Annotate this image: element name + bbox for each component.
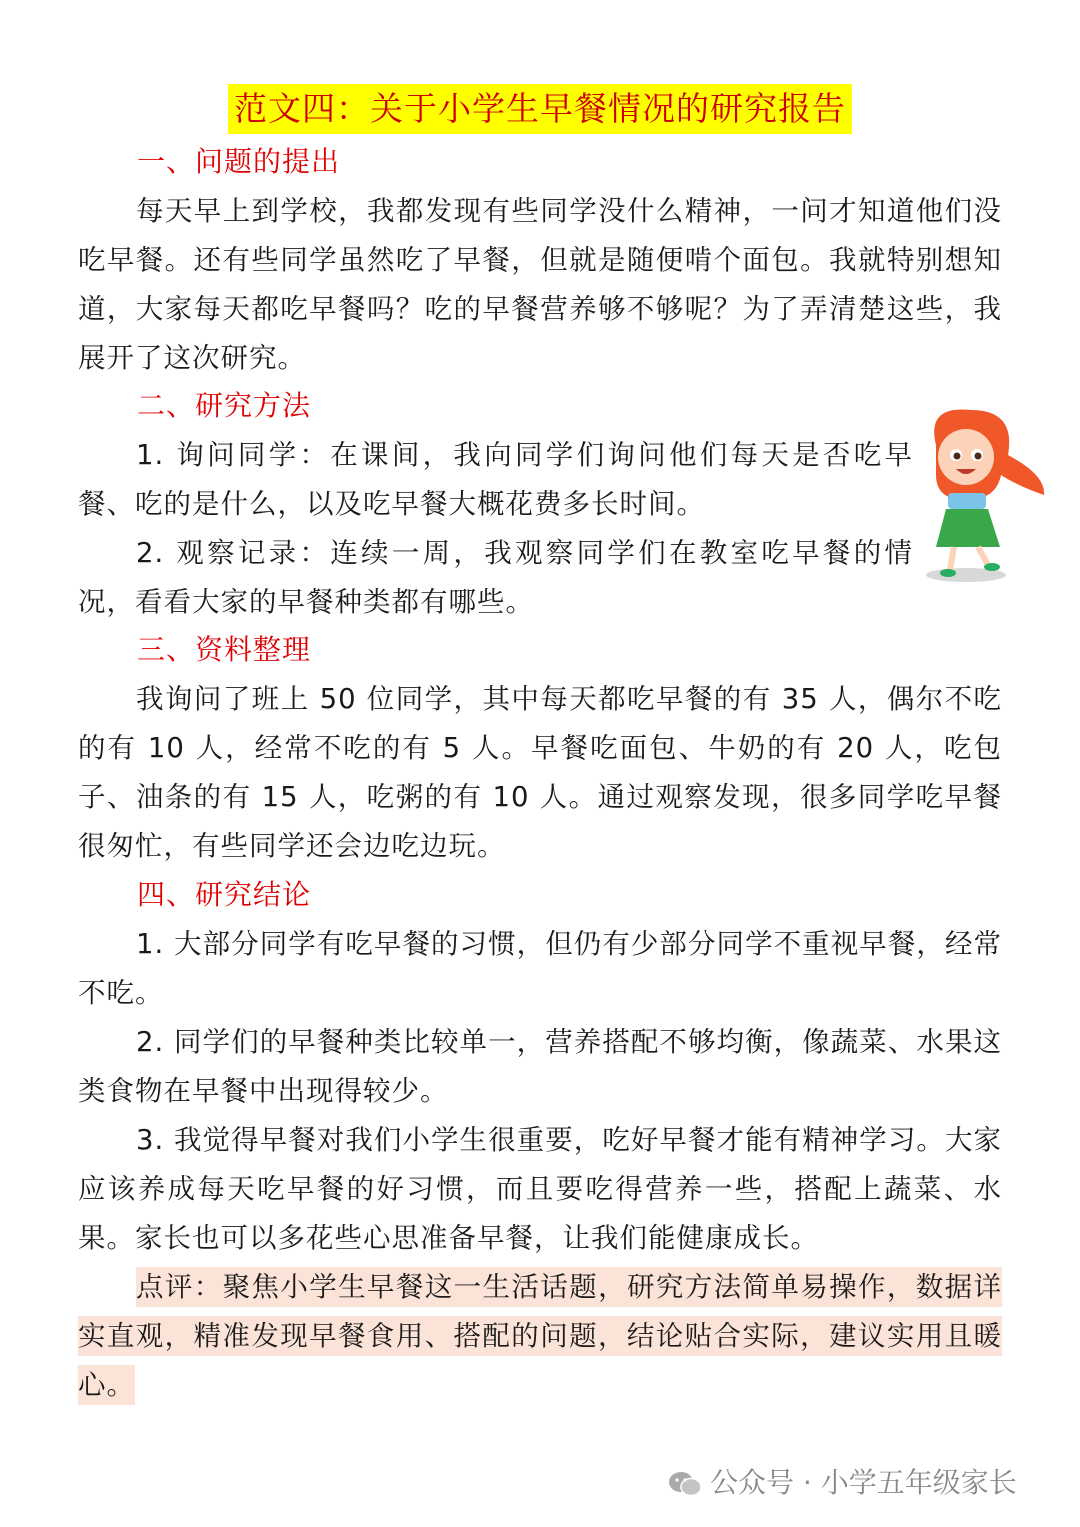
section-heading-3: 三、资料整理: [137, 633, 312, 666]
conclusion-item-1: 1. 大部分同学有吃早餐的习惯，但仍有少部分同学不重视早餐，经常不吃。: [78, 928, 1002, 1009]
section-heading-1: 一、问题的提出: [137, 145, 341, 178]
footer-text: 公众号 · 小学五年级家长: [710, 1466, 1017, 1499]
method-item-1: 1. 询问同学：在课间，我向同学们询问他们每天是否吃早餐、吃的是什么，以及吃早餐大概花费多长时间。: [78, 439, 913, 520]
section-3-paragraph: 我询问了班上 50 位同学，其中每天都吃早餐的有 35 人，偶尔不吃的有 10 人，经常不吃的有 5 人。早餐吃面包、牛奶的有 20 人，吃包子、油条的有 15 人，吃粥的有 10 人。通过观察发现，很多同学吃早餐很匆忙，有些同学还会边吃边玩。: [78, 683, 1002, 862]
wechat-icon: [668, 1470, 702, 1498]
title-wrap: [0, 84, 1080, 134]
conclusion-item-3: 3. 我觉得早餐对我们小学生很重要，吃好早餐才能有精神学习。大家应该养成每天吃早餐的好习惯，而且要吃得营养一些，搭配上蔬菜、水果。家长也可以多花些心思准备早餐，让我们能健康成长。: [78, 1124, 1002, 1254]
conclusion-item-2: 2. 同学们的早餐种类比较单一，营养搭配不够均衡，像蔬菜、水果这类食物在早餐中出现得较少。: [78, 1026, 1002, 1107]
footer-watermark: [668, 1463, 1017, 1503]
method-item-2: 2. 观察记录：连续一周，我观察同学们在教室吃早餐的情况，看看大家的早餐种类都有哪些。: [78, 537, 913, 618]
page-title: 范文四：关于小学生早餐情况的研究报告: [228, 84, 852, 134]
section-heading-4: 四、研究结论: [137, 878, 312, 911]
review-text: 点评：聚焦小学生早餐这一生活话题，研究方法简单易操作，数据详实直观，精准发现早餐食用、搭配的问题，结论贴合实际，建议实用且暖心。: [78, 1267, 1002, 1405]
section-heading-2: 二、研究方法: [137, 389, 312, 422]
review-block: [78, 1263, 1002, 1410]
section-1-paragraph: 每天早上到学校，我都发现有些同学没什么精神，一问才知道他们没吃早餐。还有些同学虽然吃了早餐，但就是随便啃个面包。我就特别想知道，大家每天都吃早餐吗？吃的早餐营养够不够呢？为了弄清楚这些，我展开了这次研究。: [78, 195, 1002, 374]
girl-illustration: [896, 405, 1046, 585]
